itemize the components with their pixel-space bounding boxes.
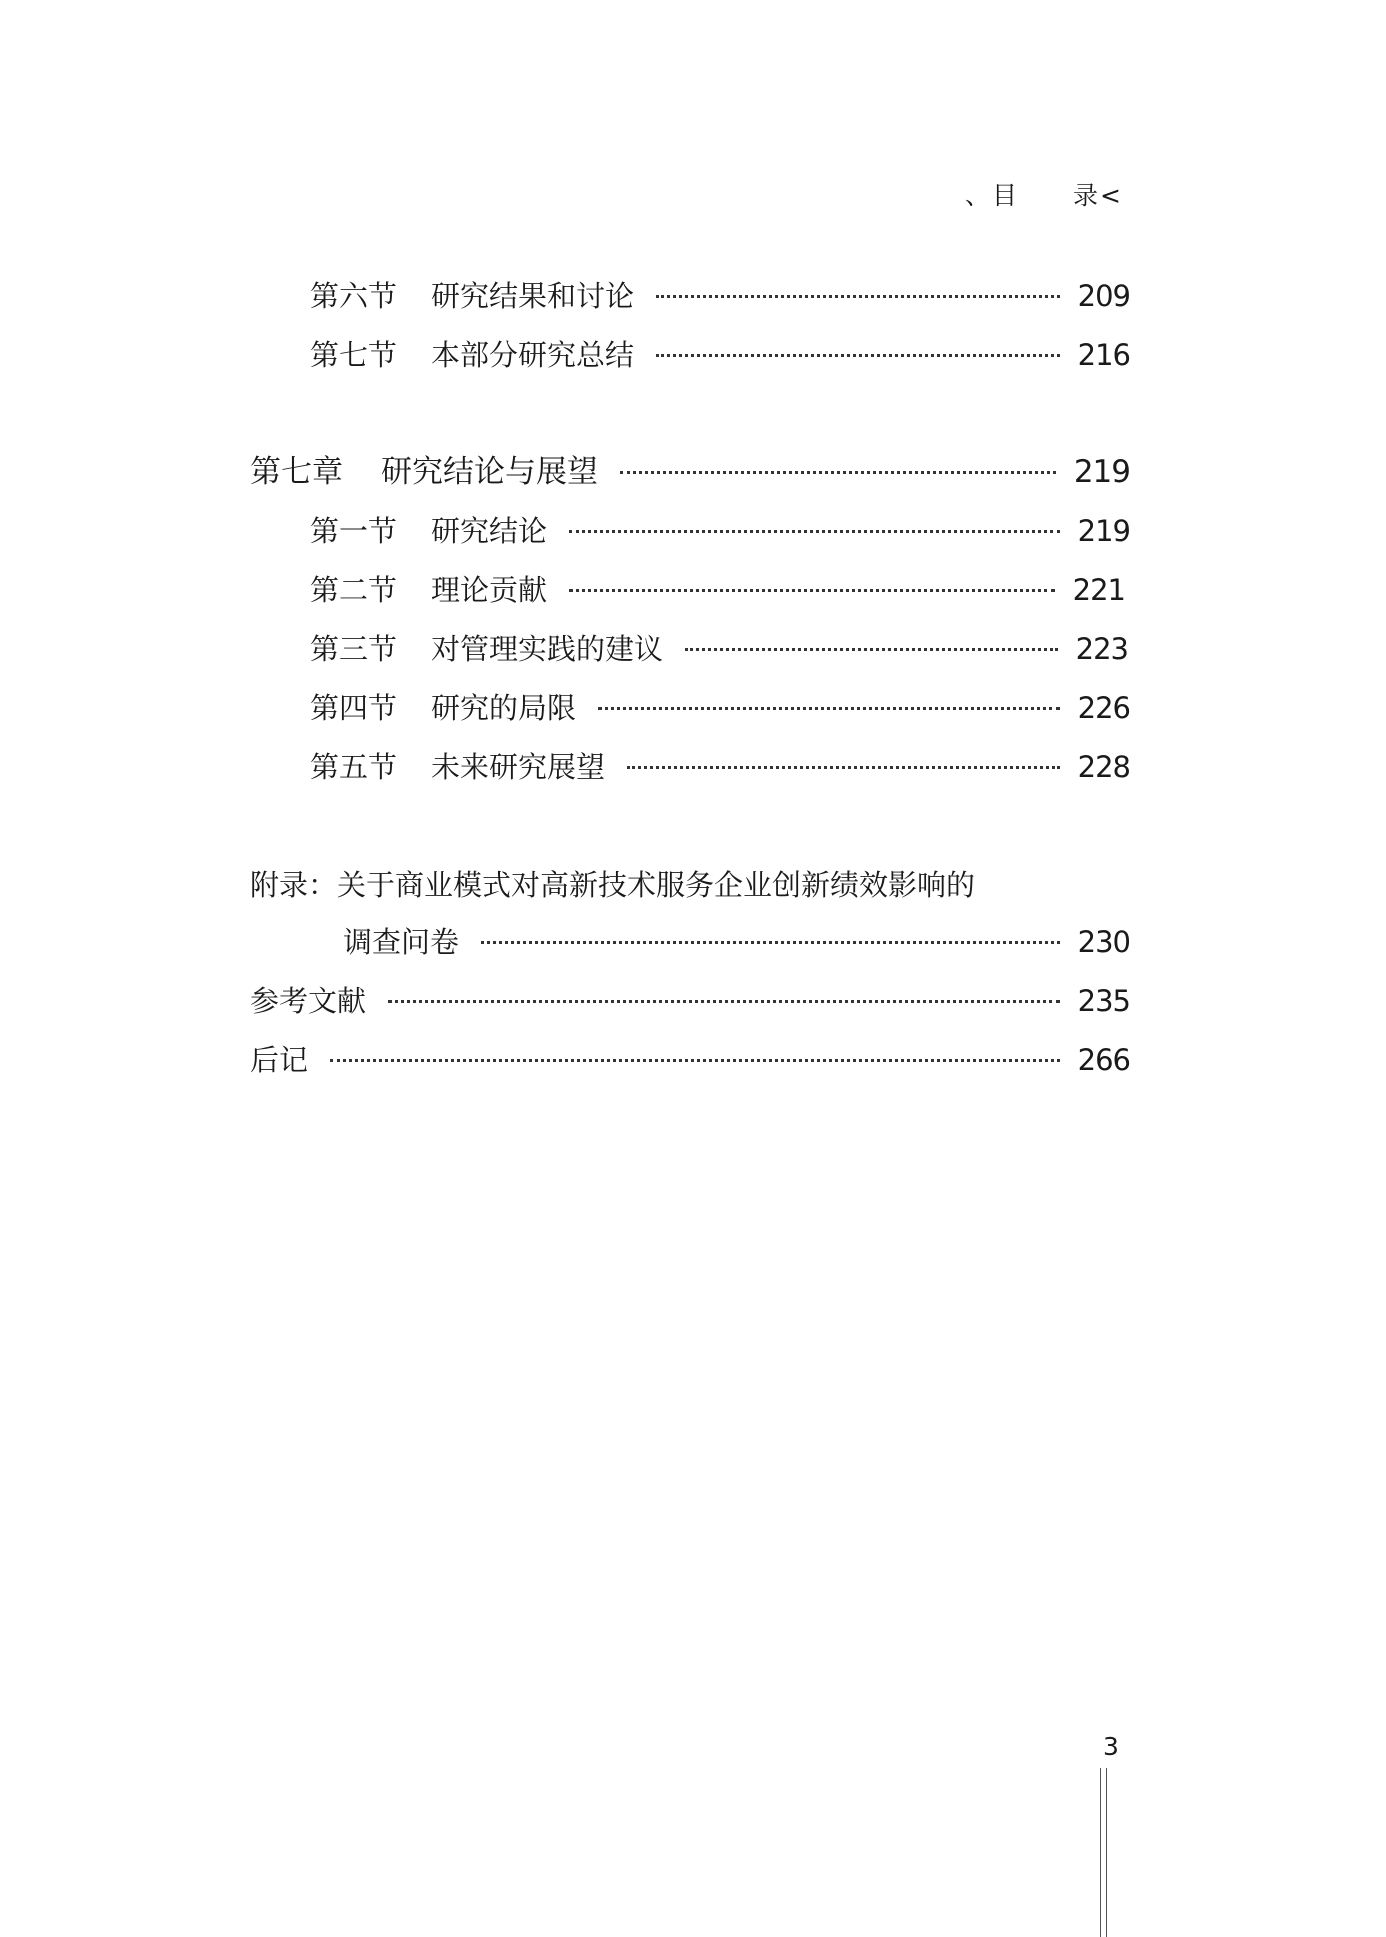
dot-leader (656, 354, 1060, 357)
toc-entry-section-4[interactable] (310, 688, 1130, 728)
folio-rule-left (1100, 1768, 1101, 1937)
section-number: 第五节 (310, 750, 398, 784)
running-head: 、目 录< (965, 181, 1123, 210)
page-number: 219 (1073, 454, 1130, 490)
toc-entry-section-1[interactable] (310, 511, 1130, 551)
toc-entry-section-6[interactable] (310, 276, 1130, 316)
dot-leader (627, 766, 1060, 769)
chapter-number: 第七章 (250, 454, 343, 490)
folio-page-number: 3 (1103, 1732, 1119, 1761)
page-number: 216 (1077, 338, 1130, 372)
section-number: 第七节 (310, 338, 398, 372)
toc-entry-section-5[interactable] (310, 747, 1130, 787)
toc-entry-chapter-7[interactable] (250, 452, 1130, 492)
page-number: 235 (1077, 984, 1130, 1018)
toc-entry-references[interactable] (250, 981, 1130, 1021)
dot-leader (330, 1059, 1060, 1062)
section-number: 第三节 (310, 632, 398, 666)
toc-entry-section-3[interactable] (310, 629, 1128, 669)
section-title: 研究的局限 (431, 691, 577, 725)
dot-leader (569, 589, 1055, 592)
dot-leader (685, 648, 1058, 651)
toc-entry-afterword[interactable] (250, 1040, 1130, 1080)
page-number: 266 (1077, 1043, 1130, 1077)
dot-leader (481, 941, 1060, 944)
section-title: 研究结论 (431, 514, 548, 548)
toc-entry-appendix[interactable] (343, 922, 1130, 962)
page-number: 230 (1077, 925, 1130, 959)
section-number: 第二节 (310, 573, 398, 607)
references-title: 参考文献 (250, 984, 367, 1018)
section-title: 研究结果和讨论 (431, 279, 635, 313)
page-number: 209 (1077, 279, 1130, 313)
section-title: 未来研究展望 (431, 750, 606, 784)
afterword-title: 后记 (250, 1043, 309, 1077)
section-title: 对管理实践的建议 (431, 632, 664, 666)
page-number: 226 (1077, 691, 1130, 725)
section-number: 第四节 (310, 691, 398, 725)
appendix-title-line2: 调查问卷 (343, 925, 460, 959)
toc-entry-section-7[interactable] (310, 335, 1130, 375)
folio-rule-right (1106, 1768, 1107, 1937)
dot-leader (656, 295, 1060, 298)
section-title: 理论贡献 (431, 573, 548, 607)
dot-leader (620, 471, 1056, 474)
dot-leader (569, 530, 1060, 533)
appendix-title-line1[interactable]: 附录：关于商业模式对高新技术服务企业创新绩效影响的 (250, 868, 976, 902)
section-title: 本部分研究总结 (431, 338, 635, 372)
dot-leader (388, 1000, 1060, 1003)
section-number: 第六节 (310, 279, 398, 313)
toc-entry-section-2[interactable] (310, 570, 1125, 610)
page-number: 228 (1077, 750, 1130, 784)
dot-leader (598, 707, 1060, 710)
section-number: 第一节 (310, 514, 398, 548)
chapter-title: 研究结论与展望 (381, 454, 598, 490)
page-number: 223 (1075, 632, 1128, 666)
page-number: 219 (1077, 514, 1130, 548)
page-number: 221 (1072, 573, 1125, 607)
